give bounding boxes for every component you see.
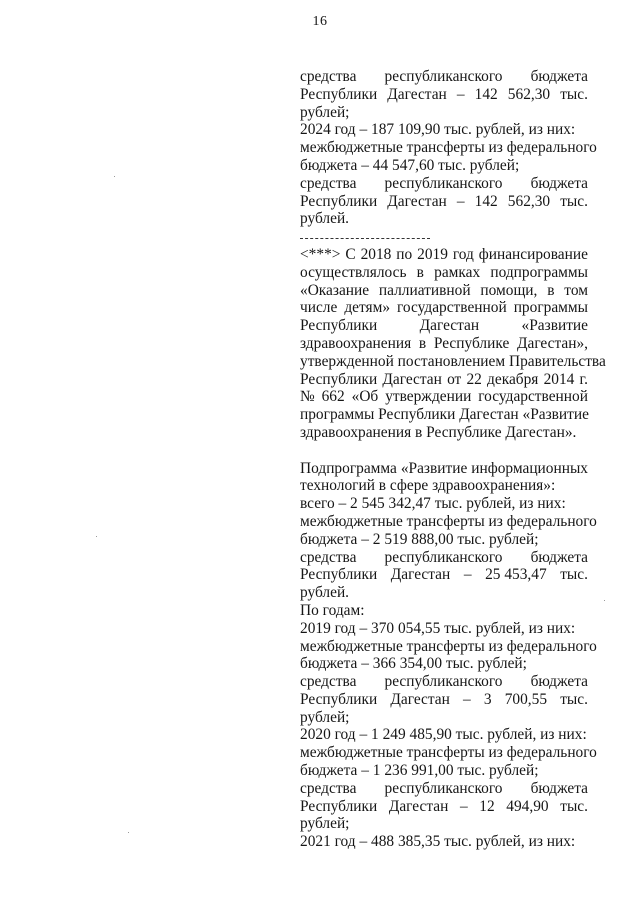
text-word: Республики bbox=[300, 85, 378, 103]
text-line bbox=[300, 175, 588, 193]
text-line bbox=[300, 335, 588, 353]
text-word: 2018 bbox=[360, 245, 392, 263]
text-word: Дагестан bbox=[390, 566, 451, 584]
text-word: 142 bbox=[474, 85, 498, 103]
text-word: по bbox=[396, 245, 413, 263]
text-word: декабря bbox=[487, 370, 539, 388]
text-word: Республики bbox=[300, 797, 378, 815]
text-line bbox=[300, 193, 588, 211]
text-word: средства bbox=[300, 673, 357, 691]
text-line bbox=[300, 549, 588, 567]
text-line: здравоохранения в Республике Дагестан». bbox=[300, 423, 577, 441]
text-line bbox=[300, 299, 588, 317]
text-word: «Оказание bbox=[300, 281, 370, 299]
text-word: бюджета bbox=[530, 673, 588, 691]
text-word: финансирование bbox=[478, 245, 588, 263]
text-word: том bbox=[564, 281, 588, 299]
text-line: межбюджетные трансферты из федерального bbox=[300, 744, 597, 762]
text-word: тыс. bbox=[560, 797, 588, 815]
text-word: Подпрограмма bbox=[300, 459, 397, 477]
text-word: рамках bbox=[434, 263, 481, 281]
text-line: рублей. bbox=[300, 210, 350, 228]
text-word: Республики bbox=[300, 690, 378, 708]
text-word: здравоохранения bbox=[300, 334, 412, 352]
text-line bbox=[300, 282, 588, 300]
text-word: Республике bbox=[433, 334, 510, 352]
text-word: Дагестан bbox=[382, 370, 442, 388]
text-line bbox=[300, 264, 588, 282]
paragraph-gap bbox=[300, 442, 588, 460]
text-line: всего – 2 545 342,47 тыс. рублей, из них: bbox=[300, 495, 566, 513]
text-line: бюджета – 1 236 991,00 тыс. рублей; bbox=[300, 762, 539, 780]
text-word: 25 453,47 bbox=[485, 566, 547, 584]
text-word: республиканского bbox=[384, 68, 503, 85]
text-word: 12 bbox=[479, 797, 495, 815]
text-word: Республики bbox=[300, 566, 378, 584]
text-word: бюджета bbox=[530, 779, 588, 797]
text-line: программы Республики Дагестан «Развитие bbox=[300, 406, 589, 424]
text-word: Дагестан bbox=[387, 192, 447, 210]
scan-speck bbox=[604, 600, 605, 601]
text-word: 2019 bbox=[417, 245, 448, 263]
text-word: Дагестан bbox=[419, 317, 480, 335]
text-line bbox=[300, 798, 588, 816]
text-word: утверждении bbox=[385, 388, 472, 406]
text-word: 142 bbox=[474, 192, 498, 210]
text-line: 2021 год – 488 385,35 тыс. рублей, из них: bbox=[300, 833, 576, 851]
text-word: – bbox=[456, 192, 465, 210]
text-word: государственной bbox=[397, 299, 507, 317]
text-word: в bbox=[547, 281, 555, 299]
text-word: средства bbox=[300, 68, 357, 85]
text-word: республиканского bbox=[384, 174, 503, 192]
text-line bbox=[300, 86, 588, 104]
text-line bbox=[300, 68, 588, 86]
text-word: Дагестан bbox=[387, 85, 447, 103]
text-word: бюджета bbox=[530, 68, 588, 85]
scan-speck bbox=[114, 176, 115, 177]
text-line bbox=[300, 673, 588, 691]
text-word: – bbox=[456, 85, 465, 103]
text-line: рублей; bbox=[300, 815, 350, 833]
text-line bbox=[300, 691, 588, 709]
text-word: средства bbox=[300, 174, 357, 192]
text-word: бюджета bbox=[530, 548, 588, 566]
text-word: Республики bbox=[300, 370, 378, 388]
text-word: <***> bbox=[300, 245, 341, 263]
text-word: – bbox=[463, 566, 472, 584]
text-word: тыс. bbox=[560, 690, 588, 708]
page-number: 16 bbox=[312, 14, 328, 29]
text-word: № bbox=[300, 388, 315, 406]
text-word: осуществлялось bbox=[300, 263, 407, 281]
text-word: программы bbox=[513, 299, 588, 317]
text-word: числе bbox=[300, 299, 338, 317]
text-line: межбюджетные трансферты из федерального bbox=[300, 512, 597, 530]
text-word: паллиативной bbox=[378, 281, 471, 299]
text-line: межбюджетные трансферты из федерального bbox=[300, 139, 597, 157]
text-line: бюджета – 44 547,60 тыс. рублей; bbox=[300, 156, 520, 174]
text-word: государственной bbox=[478, 388, 588, 406]
footnote-separator bbox=[300, 228, 588, 246]
text-line: рублей. bbox=[300, 584, 350, 602]
text-word: «Об bbox=[351, 388, 379, 406]
text-word: средства bbox=[300, 548, 357, 566]
text-word: – bbox=[463, 690, 471, 708]
text-word: тыс. bbox=[560, 192, 588, 210]
text-line: межбюджетные трансферты из федерального bbox=[300, 637, 597, 655]
text-line: 2024 год – 187 109,90 тыс. рублей, из них: bbox=[300, 121, 576, 139]
text-word: «Развитие bbox=[400, 459, 468, 477]
text-line: технологий в сфере здравоохранения»: bbox=[300, 477, 556, 495]
text-word: 3 bbox=[483, 690, 492, 708]
text-word: средства bbox=[300, 779, 357, 797]
text-word: информационных bbox=[471, 459, 588, 477]
text-word: 2014 bbox=[543, 370, 575, 388]
text-word: Дагестан bbox=[390, 690, 450, 708]
text-word: бюджета bbox=[530, 174, 588, 192]
text-line: бюджета – 2 519 888,00 тыс. рублей; bbox=[300, 530, 539, 548]
text-word: 494,90 bbox=[506, 797, 549, 815]
text-word: 662 bbox=[321, 388, 345, 406]
text-line bbox=[300, 780, 588, 798]
text-line: утвержденной постановлением Правительства bbox=[300, 352, 606, 370]
text-word: 700,55 bbox=[504, 690, 548, 708]
scan-speck bbox=[128, 832, 129, 833]
text-word: «Развитие bbox=[521, 317, 588, 335]
text-word: г. bbox=[579, 370, 588, 388]
text-word: в bbox=[416, 263, 424, 281]
text-word: Республики bbox=[300, 192, 378, 210]
text-word: – bbox=[459, 797, 468, 815]
text-line bbox=[300, 371, 588, 389]
text-word: республиканского bbox=[384, 779, 503, 797]
text-line: бюджета – 366 354,00 тыс. рублей; bbox=[300, 655, 527, 673]
text-word: республиканского bbox=[384, 548, 503, 566]
text-word: Республики bbox=[300, 317, 378, 335]
text-word: Дагестан», bbox=[516, 334, 588, 352]
text-word: помощи, bbox=[480, 281, 538, 299]
text-word: тыс. bbox=[560, 85, 588, 103]
text-word: год bbox=[452, 245, 474, 263]
text-line bbox=[300, 317, 588, 335]
text-word: 22 bbox=[466, 370, 482, 388]
text-line bbox=[300, 388, 588, 406]
text-line: По годам: bbox=[300, 601, 365, 619]
text-word: детям» bbox=[344, 299, 391, 317]
text-word: подпрограммы bbox=[490, 263, 588, 281]
text-line bbox=[300, 246, 588, 264]
text-word: 562,30 bbox=[507, 192, 551, 210]
document-text-column bbox=[300, 68, 606, 851]
text-word: республиканского bbox=[384, 673, 503, 691]
text-word: 562,30 bbox=[507, 85, 551, 103]
text-line bbox=[300, 566, 588, 584]
text-line: рублей; bbox=[300, 103, 350, 121]
text-line: 2019 год – 370 054,55 тыс. рублей, из них: bbox=[300, 619, 576, 637]
text-word: тыс. bbox=[560, 566, 588, 584]
text-word: от bbox=[447, 370, 462, 388]
text-word: С bbox=[345, 245, 356, 263]
text-word: Дагестан bbox=[388, 797, 449, 815]
scan-speck bbox=[96, 536, 97, 537]
text-line: рублей; bbox=[300, 708, 350, 726]
text-line bbox=[300, 460, 588, 478]
text-word: в bbox=[418, 334, 427, 352]
text-line: 2020 год – 1 249 485,90 тыс. рублей, из них: bbox=[300, 726, 587, 744]
